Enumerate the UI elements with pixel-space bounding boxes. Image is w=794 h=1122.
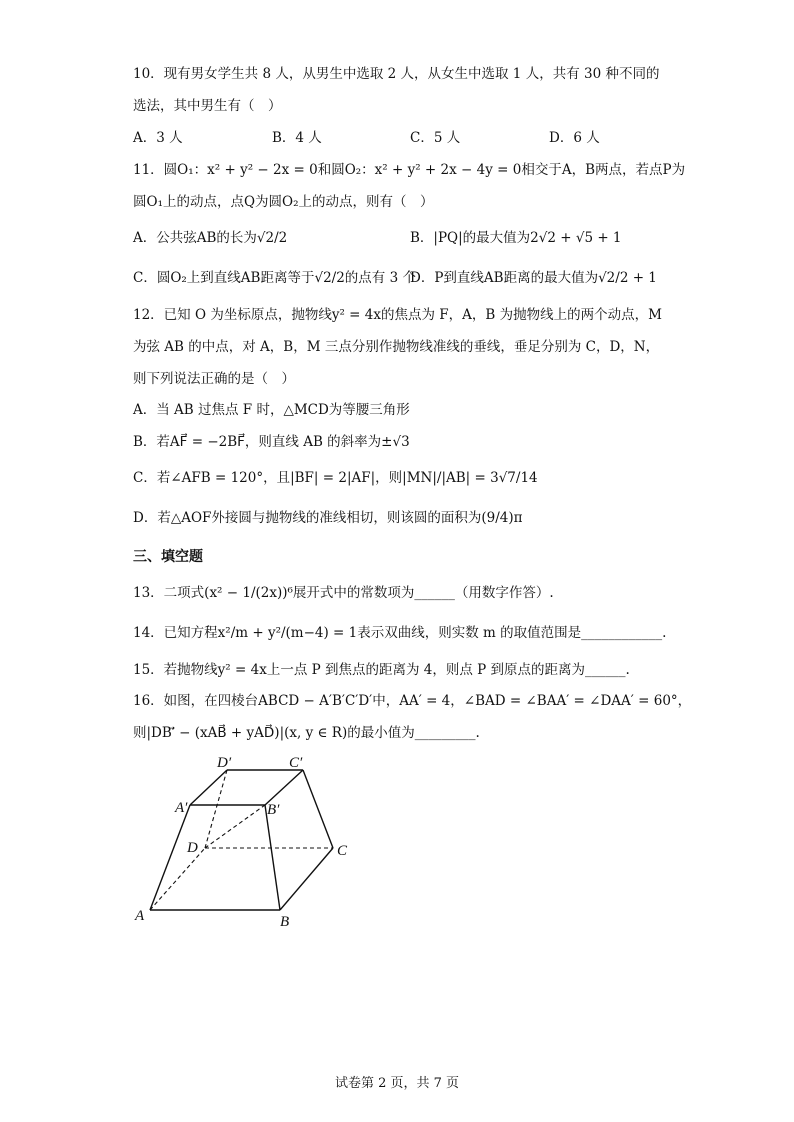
edge-dd1-hidden [205, 770, 227, 848]
label-b: B [280, 914, 290, 930]
q10-option-b: B．4 人 [272, 130, 322, 146]
edge-bc [280, 848, 333, 910]
label-a: A [135, 908, 145, 924]
edge-b1c1 [265, 770, 303, 805]
q12-stem-line3: 则下列说法正确的是（ ） [133, 371, 295, 387]
edge-aa1 [150, 805, 190, 910]
edge-d1a1 [190, 770, 227, 805]
q11-option-d: D．P到直线AB距离的最大值为√2/2 + 1 [410, 270, 657, 286]
section-heading-fill-in: 三、填空题 [133, 549, 203, 565]
q10-option-d: D．6 人 [549, 130, 600, 146]
frustum-figure [125, 750, 365, 930]
page-footer: 试卷第 2 页，共 7 页 [334, 1076, 460, 1091]
q13-stem: 13．二项式(x² − 1/(2x))⁶展开式中的常数项为______（用数字作答）. [133, 585, 554, 601]
q10-option-a: A．3 人 [133, 130, 183, 146]
q10-stem-line2: 选法，其中男生有（ ） [133, 98, 282, 114]
label-a-prime: A′ [175, 800, 188, 816]
q10-option-c: C．5 人 [410, 130, 461, 146]
q16-stem-line2: 则|DB′⃗ − (xAB⃗ + yAD⃗)|(x, y ∈ R)的最小值为_________. [133, 725, 480, 741]
q16-stem-line1: 16．如图，在四棱台ABCD − A′B′C′D′中，AA′ = 4，∠BAD = ∠BAA′ = ∠DAA′ = 60°， [133, 693, 692, 709]
q11-option-c: C．圆O₂上到直线AB距离等于√2/2的点有 3 个 [133, 270, 416, 286]
q11-option-a: A．公共弦AB的长为√2/2 [133, 230, 288, 246]
q12-option-c: C．若∠AFB = 120°，且|BF| = 2|AF|，则|MN|/|AB| = 3√7/14 [133, 470, 538, 486]
q12-option-d: D．若△AOF外接圆与抛物线的准线相切，则该圆的面积为(9/4)π [133, 510, 523, 526]
q11-option-b: B．|PQ|的最大值为2√2 + √5 + 1 [410, 230, 622, 246]
q12-stem-line1: 12．已知 O 为坐标原点，抛物线y² = 4x的焦点为 F，A，B 为抛物线上的两个动点，M [133, 307, 662, 323]
q12-option-a: A．当 AB 过焦点 F 时，△MCD为等腰三角形 [133, 402, 410, 418]
label-b-prime: B′ [267, 802, 280, 818]
label-c: C [337, 843, 348, 859]
edge-cc1 [303, 770, 333, 848]
q12-stem-line2: 为弦 AB 的中点，对 A，B，M 三点分别作抛物线准线的垂线，垂足分别为 C，D，N， [133, 339, 660, 355]
q11-stem-line1: 11．圆O₁：x² + y² − 2x = 0和圆O₂：x² + y² + 2x − 4y = 0相交于A，B两点，若点P为 [133, 162, 686, 178]
q12-option-b: B．若AF⃗ = −2BF⃗，则直线 AB 的斜率为±√3 [133, 434, 410, 450]
diagonal-db1-hidden [205, 805, 265, 848]
label-d: D [187, 840, 198, 856]
edge-ad-hidden [150, 848, 205, 910]
q10-stem-line1: 10．现有男女学生共 8 人，从男生中选取 2 人，从女生中选取 1 人，共有 30 种不同的 [133, 66, 660, 82]
label-c-prime: C′ [289, 755, 303, 771]
q14-stem: 14．已知方程x²/m + y²/(m−4) = 1表示双曲线，则实数 m 的取值范围是____________. [133, 625, 667, 641]
q15-stem: 15．若抛物线y² = 4x上一点 P 到焦点的距离为 4，则点 P 到原点的距离为______. [133, 662, 630, 678]
edge-bb1 [265, 805, 280, 910]
q11-stem-line2: 圆O₁上的动点，点Q为圆O₂上的动点，则有（ ） [133, 194, 434, 210]
label-d-prime: D′ [217, 755, 232, 771]
